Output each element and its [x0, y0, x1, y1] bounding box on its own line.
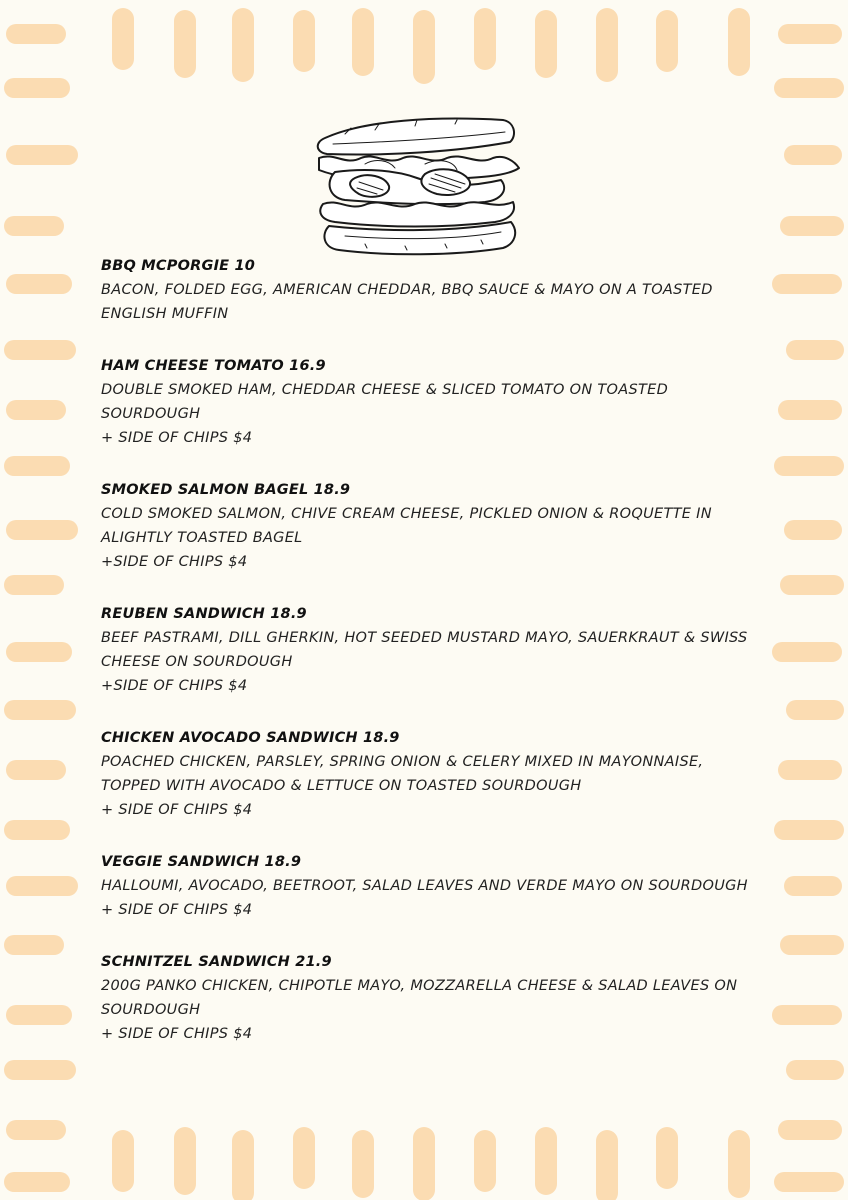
menu-item [101, 354, 761, 450]
brush-stroke [786, 1060, 844, 1080]
menu-item-side-option: + SIDE OF CHIPS $4 [101, 802, 253, 818]
brush-stroke [6, 876, 78, 896]
brush-stroke [778, 400, 842, 420]
menu-item [101, 254, 761, 326]
menu-item [101, 602, 761, 698]
menu-item-side-option: + SIDE OF CHIPS $4 [101, 430, 253, 446]
brush-stroke [780, 935, 844, 955]
menu-item-description: BEEF PASTRAMI, DILL GHERKIN, HOT SEEDED MUSTARD MAYO, SAUERKRAUT & SWISS CHEESE ON SOURDOUGH [101, 630, 748, 670]
brush-stroke [6, 274, 72, 294]
brush-stroke [6, 400, 66, 420]
brush-stroke [778, 1120, 842, 1140]
brush-stroke [4, 700, 76, 720]
brush-stroke [596, 8, 618, 82]
brush-stroke [4, 1060, 76, 1080]
menu-item-description: COLD SMOKED SALMON, CHIVE CREAM CHEESE, PICKLED ONION & ROQUETTE IN ALIGHTLY TOASTED BAGEL [101, 506, 712, 546]
brush-stroke [232, 1130, 254, 1200]
brush-stroke [413, 1127, 435, 1200]
menu-item-description: HALLOUMI, AVOCADO, BEETROOT, SALAD LEAVES AND VERDE MAYO ON SOURDOUGH [101, 878, 748, 894]
brush-stroke [474, 8, 496, 70]
menu-item-description: POACHED CHICKEN, PARSLEY, SPRING ONION & CELERY MIXED IN MAYONNAISE, TOPPED WITH AVOCADO & LETTUCE ON TOASTED SOURDOUGH [101, 754, 704, 794]
brush-stroke [293, 10, 315, 72]
brush-stroke [780, 216, 844, 236]
brush-stroke [474, 1130, 496, 1192]
brush-stroke [352, 1130, 374, 1198]
brush-stroke [4, 1172, 70, 1192]
menu-item-title: SMOKED SALMON BAGEL 18.9 [101, 482, 351, 498]
menu-item-side-option: +SIDE OF CHIPS $4 [101, 678, 248, 694]
brush-stroke [174, 10, 196, 78]
brush-stroke [4, 340, 76, 360]
brush-stroke [112, 8, 134, 70]
menu-item-title: HAM CHEESE TOMATO 16.9 [101, 358, 326, 374]
brush-stroke [174, 1127, 196, 1195]
brush-stroke [778, 24, 842, 44]
brush-stroke [772, 274, 842, 294]
brush-stroke [6, 1005, 72, 1025]
brush-stroke [784, 876, 842, 896]
brush-stroke [6, 1120, 66, 1140]
brush-stroke [778, 760, 842, 780]
brush-stroke [4, 820, 70, 840]
brush-stroke [6, 760, 66, 780]
brush-stroke [232, 8, 254, 82]
menu-item-description: BACON, FOLDED EGG, AMERICAN CHEDDAR, BBQ SAUCE & MAYO ON A TOASTED ENGLISH MUFFIN [101, 282, 713, 322]
brush-stroke [4, 456, 70, 476]
brush-stroke [6, 24, 66, 44]
brush-stroke [784, 145, 842, 165]
brush-stroke [786, 340, 844, 360]
brush-stroke [772, 642, 842, 662]
brush-stroke [4, 216, 64, 236]
brush-stroke [656, 1127, 678, 1189]
sandwich-illustration-icon [305, 108, 530, 260]
brush-stroke [4, 935, 64, 955]
brush-stroke [112, 1130, 134, 1192]
brush-stroke [596, 1130, 618, 1200]
brush-stroke [774, 820, 844, 840]
menu-list [101, 254, 761, 1074]
brush-stroke [772, 1005, 842, 1025]
menu-item-title: VEGGIE SANDWICH 18.9 [101, 854, 302, 870]
brush-stroke [535, 1127, 557, 1195]
brush-stroke [413, 10, 435, 84]
brush-stroke [780, 575, 844, 595]
menu-item-title: SCHNITZEL SANDWICH 21.9 [101, 954, 332, 970]
brush-stroke [774, 1172, 844, 1192]
brush-stroke [728, 1130, 750, 1198]
brush-stroke [774, 456, 844, 476]
brush-stroke [728, 8, 750, 76]
menu-item-side-option: + SIDE OF CHIPS $4 [101, 1026, 253, 1042]
brush-stroke [535, 10, 557, 78]
brush-stroke [352, 8, 374, 76]
brush-stroke [6, 145, 78, 165]
menu-item [101, 478, 761, 574]
menu-item [101, 950, 761, 1046]
brush-stroke [4, 575, 64, 595]
menu-item-title: REUBEN SANDWICH 18.9 [101, 606, 307, 622]
menu-item-title: BBQ MCPORGIE 10 [101, 258, 256, 274]
brush-stroke [656, 10, 678, 72]
menu-item-description: 200G PANKO CHICKEN, CHIPOTLE MAYO, MOZZARELLA CHEESE & SALAD LEAVES ON SOURDOUGH [101, 978, 738, 1018]
brush-stroke [786, 700, 844, 720]
brush-stroke [774, 78, 844, 98]
brush-stroke [6, 642, 72, 662]
brush-stroke [4, 78, 70, 98]
menu-item-description: DOUBLE SMOKED HAM, CHEDDAR CHEESE & SLICED TOMATO ON TOASTED SOURDOUGH [101, 382, 669, 422]
brush-stroke [6, 520, 78, 540]
menu-item-side-option: +SIDE OF CHIPS $4 [101, 554, 248, 570]
menu-item-title: CHICKEN AVOCADO SANDWICH 18.9 [101, 730, 400, 746]
brush-stroke [293, 1127, 315, 1189]
menu-item-side-option: + SIDE OF CHIPS $4 [101, 902, 253, 918]
brush-stroke [784, 520, 842, 540]
menu-item [101, 726, 761, 822]
menu-item [101, 850, 761, 922]
